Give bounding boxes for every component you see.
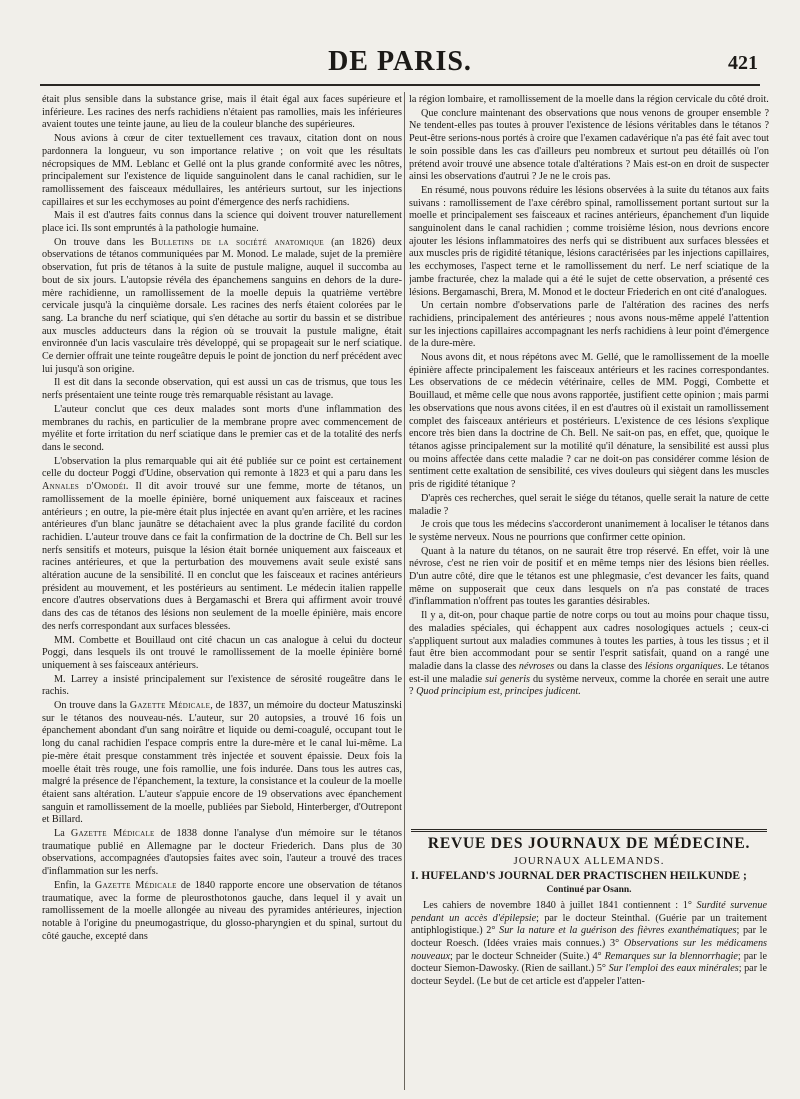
paragraph: était plus sensible dans la substance grise, mais il était égal aux faces supérieure et inférieure. Les racines des nerfs rachidiens n'étaient pas ramollies, mais les inférieures avaient toutes une teinte jaune, au lieu de la couleur blanche des supérieures.	[42, 94, 402, 131]
journal-reference: Gazette Médicale	[94, 879, 177, 891]
paragraph: Il est dit dans la seconde observation, qui est aussi un cas de trismus, que tous les nerfs présentaient une teinte rouge très remarquable résistant au lavage.	[42, 377, 402, 402]
paragraph: Les cahiers de novembre 1840 à juillet 1841 contiennent : 1° Surdité survenue pendant un accès d'épilepsie; par le docteur Steinthal. (Guérie par un traitement antiphlogistique.) 2° Sur la nature et la guérison des fièvres exanthématiques; par le docteur Roesch. (Idées vraies mais connues.) 3° Observations sur les médicamens nouveaux; par le docteur Schneider (Suite.) 4° Remarques sur la blennorrhagie; par le docteur Siemon-Dawosky. (Rien de saillant.) 5° Sur l'emploi des eaux minérales; par le docteur Seydel. (Le but de cet article est d'appeler l'atten-	[411, 899, 767, 988]
right-column	[409, 94, 769, 829]
paragraph: Quant à la nature du tétanos, on ne saurait être trop réservé. En effet, voir là une névrose, c'est ne rien voir de positif et en même temps nier des lésions bien réelles. D'un autre côté, dire que le tétanos est une phlegmasie, c'est devancer les faits, quand même on supposerait que ceux dans lesquels on n'a pas constaté de traces d'inflammation n'offrent pas toutes les garanties désirables.	[409, 545, 769, 608]
paragraph: la région lombaire, et ramollissement de la moelle dans la région cervicale du côté droit.	[409, 94, 769, 105]
continued-by: Continué par Osann.	[546, 885, 632, 896]
paragraph: Nous avions à cœur de citer textuellement ces travaux, citation dont on nous pardonnera la longueur, vu son importance relative ; on voit que les résultats nécropsiques de MM. Leblanc et Gellé ont la plus grande conformité avec les nôtres, principalement sur l'existence de liquide sanguinolent dans le canal rachidien, sur le ramollissement des faisceaux médullaires, les antérieurs surtout, sur les injections capillaires et sur les ecchymoses au point d'émergence des nerfs rachidiens.	[42, 133, 402, 208]
page-header	[40, 44, 760, 86]
page-number: 421	[728, 52, 758, 74]
paragraph: On trouve dans la Gazette Médicale, de 1837, un mémoire du docteur Matuszinski sur le tétanos des nouveau-nés. L'auteur, sur 20 autopsies, a trouvé 16 fois un épanchement abondant d'un sang noirâtre et liquide ou demi-coagulé, occupant tout le long du canal rachidien l'espace compris entre la dure-mère et le canal lui-même. La pie-mère était presque constamment très injectée et souvent épaissie. Deux fois la moelle était très rouge, une fois ramollie, une fois indurée. Dans tous les autres cas, malgré la présence de l'épanchement, la texture, la consistance et la couleur de la moelle étaient sans altération. L'auteur s'appuie encore de 19 observations avec épanchement sanguin et ramollissement de la moelle, publiées par Siebold, Hinterberger, d'Outrepont et Billard.	[42, 700, 402, 826]
paragraph: La Gazette Médicale de 1838 donne l'analyse d'un mémoire sur le tétanos traumatique publié en Allemagne par le docteur Friederich. Dans plus de 30 observations, accompagnées d'autopsies faites avec soin, l'auteur a trouvé des traces d'inflammation sur les nerfs.	[42, 828, 402, 878]
journal-reference: Bulletins de la société anatomique	[151, 236, 324, 248]
paragraph: MM. Combette et Bouillaud ont cité chacun un cas analogue à celui du docteur Poggi, dans lesquels ils ont trouvé le ramollissement de la moelle épinière borné uniquement à ses faisceaux antérieurs.	[42, 634, 402, 671]
left-column	[42, 94, 402, 1090]
journal-reference: Annales d'Omodéi	[42, 481, 126, 493]
journal-review-section	[411, 829, 767, 1091]
section-subheading: JOURNAUX ALLEMANDS.	[513, 854, 665, 867]
paragraph: Un certain nombre d'observations parle de l'altération des racines des nerfs rachidiens, principalement des antérieures ; nous avons nous-même appelé l'attention sur les injections capillaires accompagnant les nerfs rachidiens à leur point d'émergence de la dure-mère.	[409, 300, 769, 350]
column-divider	[404, 92, 405, 1090]
paragraph: L'auteur conclut que ces deux malades sont morts d'une inflammation des membranes du rachis, en particulier de la membrane propre avec commencement de myélite et forte irritation du nerf sciatique dans le premier cas et de la totalité des nerfs dans le second.	[42, 403, 402, 453]
paragraph: L'observation la plus remarquable qui ait été publiée sur ce point est certainement celle du docteur Poggi d'Udine, observation qui remonte à 1823 et qui a paru dans les Annales d'Omodéi. Il dit avoir trouvé sur une femme, morte de tétanos, un ramollissement de la moelle épinière, borné uniquement aux faisceaux et racines antérieurs ; en outre, la pie-mère était plus injectée en avant qu'en arrière, et les racines antérieures d'un blanc jaunâtre se détachaient avec la plus grande facilité du cordon rachidien. L'auteur trouve dans ce fait la confirmation de la doctrine de Ch. Bell sur les nerfs sensitifs et moteurs, puisque la lésion était bornée uniquement aux faisceaux et racines antérieures, et que la perturbation des mouvemens avait seule existé sans altération aucune de la sensibilité. Il en conclut que les faisceaux et racines antérieurs président au mouvement, et les postérieurs au sentiment. Le médecin italien rappelle encore d'autres observations dues à Bergamaschi et Brera qui affirment avoir trouvé dans des cas de tétanos des lésions non seulement de la moelle épinière, mais encore des nerfs correspondant aux surfaces blessées.	[42, 455, 402, 632]
paragraph: On trouve dans les Bulletins de la société anatomique (an 1826) deux observations de tétanos communiquées par M. Monod. Le malade, sujet de la première observation, fut pris de tétanos à la suite de pustule maligne, auquel il succomba au bout de six jours. L'autopsie révéla des épanchemens sanguins en dehors de la dure-mère rachidienne, un ramollissement de la moelle depuis la quatrième vertèbre cervicale jusqu'à la cinquième dorsale. Les racines des nerfs étaient colorées par le sang. La branche du nerf sciatique, qui s'en détache au sortir du bassin et se distribue aux muscles adducteurs dans la région où se trouvait la pustule maligne, était environnée d'un lacis vasculaire très développé, qui se propageait sur le nerf sciatique. Ce dernier offrait une teinte rougeâtre depuis le point de jonction du nerf précédent avec lui jusqu'à son origine.	[42, 236, 402, 375]
paragraph: Mais il est d'autres faits connus dans la science qui doivent trouver naturellement place ici. Ils sont empruntés à la pathologie humaine.	[42, 210, 402, 235]
journal-reference: Gazette Médicale	[129, 700, 211, 712]
section-divider	[411, 829, 767, 832]
paragraph: D'après ces recherches, quel serait le siége du tétanos, quelle serait la nature de cette maladie ?	[409, 492, 769, 517]
paragraph: En résumé, nous pouvons réduire les lésions observées à la suite du tétanos aux faits suivans : ramollissement de l'axe cérébro spinal, ramollissement portant surtout sur la moelle et principalement ses faisceaux et racines antérieurs, épanchement d'un liquide sanguinolent dans le canal rachidien ; comme troisième lésion, nous devrions encore ajouter les lésions inflammatoires des nerfs qui se distribuent aux surfaces blessées et aux muscles pris de rigidité tétanique, lésions caractérisées par les injections capillaires, les ecchymoses, l'aspect terne et le ramollissement du nerf. Le nerf sciatique de la jambe fracturée, chez la malade qui a été le sujet de cette observation, a présenté ces lésions. Bergamaschi, Brera, M. Monod et le docteur Friederich en ont cité d'analogues.	[409, 184, 769, 298]
section-title: REVUE DES JOURNAUX DE MÉDECINE.	[427, 835, 751, 852]
paragraph: Nous avons dit, et nous répétons avec M. Gellé, que le ramollissement de la moelle épinière affecte principalement les faisceaux antérieurs et les racines correspondantes. Les observations de ce médecin vétérinaire, celles de MM. Poggi, Combette et Bouillaud, et même celle que nous avons rapportée, justifient cette opinion ; mais parmi les observations que nous avons citées, il en est d'autres où il existait un ramollissement complet des faisceaux antérieurs et postérieurs. L'existence de ces lésions s'explique encore très bien dans la doctrine de Ch. Bell. Ne sait-on pas, en effet, que, quoique le tétanos agisse principalement sur la motilité qu'il dénature, la sensibilité est aussi plus ou moins affectée dans cette maladie ? car ne doit-on pas considérer comme lésion de sentiment cette exaltation de sensibilité, ces vives douleurs qui siègent dans les muscles pris de rigidité tétanique ?	[409, 352, 769, 491]
journal-heading: I. HUFELAND'S JOURNAL DER PRACTISCHEN HEILKUNDE ;	[411, 870, 747, 883]
running-title: DE PARIS.	[328, 46, 472, 77]
paragraph: Que conclure maintenant des observations que nous venons de grouper ensemble ? Ne tendent-elles pas toutes à prouver l'existence de lésions véritables dans le tétanos ? Peut-être serions-nous portés à croire que l'examen cadavérique n'a pas été fait avec tout le soin possible dans les cas d'ailleurs peu nombreux et surtout peu détaillés où l'on prétend avoir trouvé une absence totale d'altérations ? Mais est-on en droit de suspecter ainsi les observations d'autrui ? Je ne le crois pas.	[409, 107, 769, 183]
paragraph: M. Larrey a insisté principalement sur l'existence de sérosité rougeâtre dans le rachis.	[42, 673, 402, 698]
journal-reference: Gazette Médicale	[70, 828, 155, 840]
paragraph: Enfin, la Gazette Médicale de 1840 rapporte encore une observation de tétanos traumatique, avec la forme de pleurosthotonos gauche, dans lequel il y avait un ramollissement de la moelle allongée au niveau des pyramides antérieures, injection notable à l'origine du pneumogastrique, du glosso-pharyngien et du spinal, surtout du côté gauche, excepté dans	[42, 879, 402, 942]
paragraph: Il y a, dit-on, pour chaque partie de notre corps ou tout au moins pour chaque tissu, des maladies spéciales, qui échappent aux cadres nosologiques actuels ; ceux-ci s'appliquent surtout aux maladies communes à toutes les parties, à tous les tissus ; et il faut être bien accommodant pour se sentir l'esprit satisfait, quand on a rangé une maladie dans la classe des névroses ou dans la classe des lésions organiques. Le tétanos est-il une maladie sui generis du système nerveux, comme la chorée en serait une autre ? Quod principium est, principes judicent.	[409, 610, 769, 698]
paragraph: Je crois que tous les médecins s'accorderont unanimement à localiser le tétanos dans le système nerveux. Nous ne pourrions que confirmer cette opinion.	[409, 519, 769, 543]
